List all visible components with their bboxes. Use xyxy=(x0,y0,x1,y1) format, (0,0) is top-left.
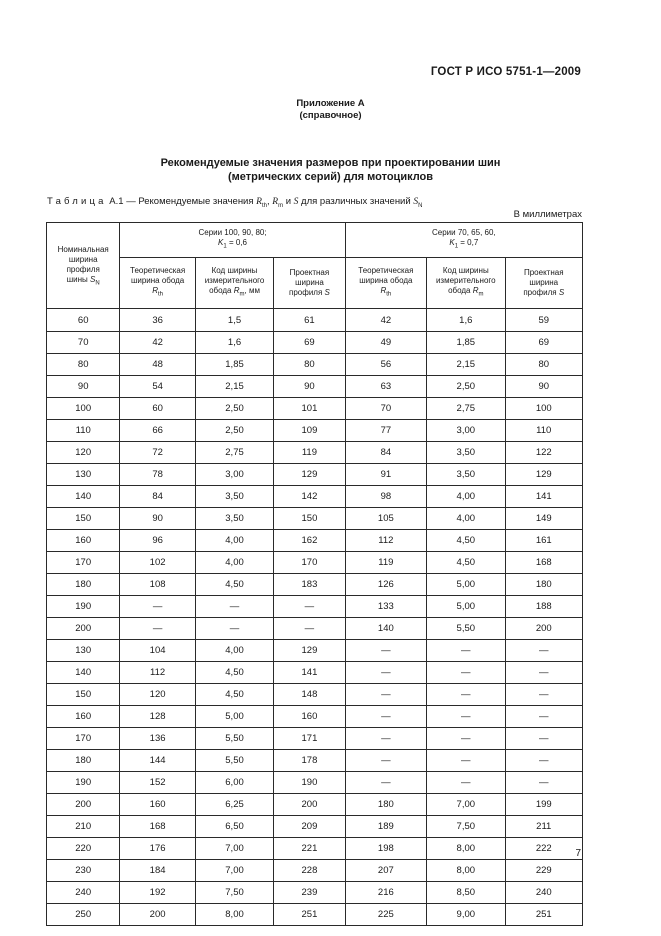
table-cell: 140 xyxy=(345,618,426,640)
table-cell: 190 xyxy=(47,596,120,618)
table-cell: 162 xyxy=(274,530,345,552)
table-cell: 7,00 xyxy=(195,860,273,882)
table-cell: 180 xyxy=(47,574,120,596)
table-cell: — xyxy=(427,706,505,728)
table-cell: 4,50 xyxy=(427,552,505,574)
table-cell: 207 xyxy=(345,860,426,882)
caption-text-start: — Рекомендуемые значения xyxy=(123,196,257,207)
header-rim-width-code-2: Код ширины измерительного обода $R_m$ xyxy=(427,258,505,309)
table-cell: 160 xyxy=(120,794,195,816)
table-cell: 183 xyxy=(274,574,345,596)
table-cell: 60 xyxy=(47,309,120,332)
table-cell: 129 xyxy=(505,464,583,486)
table-row xyxy=(47,354,583,376)
caption-number: А.1 xyxy=(109,196,124,207)
table-cell: 49 xyxy=(345,332,426,354)
table-cell: — xyxy=(505,750,583,772)
table-cell: 102 xyxy=(120,552,195,574)
header-group-series-70-65-60: Серии 70, 65, 60, $K_1 = 0,7$ xyxy=(345,223,582,258)
table-cell: — xyxy=(427,662,505,684)
table-cell: 120 xyxy=(47,442,120,464)
caption-prefix: Таблица xyxy=(47,196,107,207)
table-cell: 210 xyxy=(47,816,120,838)
table-cell: 56 xyxy=(345,354,426,376)
table-cell: 170 xyxy=(274,552,345,574)
table-cell: 120 xyxy=(120,684,195,706)
table-cell: 128 xyxy=(120,706,195,728)
table-row xyxy=(47,530,583,552)
table-cell: 216 xyxy=(345,882,426,904)
heading-line-2: (метрических серий) для мотоциклов xyxy=(227,171,434,183)
table-cell: 199 xyxy=(505,794,583,816)
table-cell: 141 xyxy=(505,486,583,508)
table-cell: 142 xyxy=(274,486,345,508)
table-cell: 60 xyxy=(120,398,195,420)
header-group-series-100-90-80: Серии 100, 90, 80; $K_1 = 0,6$ xyxy=(120,223,345,258)
table-cell: 1,85 xyxy=(195,354,273,376)
table-cell: 230 xyxy=(47,860,120,882)
table-cell: 3,50 xyxy=(195,508,273,530)
table-cell: 209 xyxy=(274,816,345,838)
table-cell: 119 xyxy=(274,442,345,464)
table-row xyxy=(47,772,583,794)
table-cell: — xyxy=(505,640,583,662)
table-cell: 176 xyxy=(120,838,195,860)
table-cell: — xyxy=(345,728,426,750)
table-cell: — xyxy=(345,662,426,684)
table-cell: — xyxy=(274,618,345,640)
table-cell: 105 xyxy=(345,508,426,530)
table-cell: 5,50 xyxy=(195,750,273,772)
table-cell: 3,00 xyxy=(195,464,273,486)
table-cell: — xyxy=(345,684,426,706)
table-cell: 4,00 xyxy=(195,530,273,552)
table-cell: 160 xyxy=(47,706,120,728)
table-row xyxy=(47,684,583,706)
table-cell: 200 xyxy=(505,618,583,640)
caption-text-mid: и xyxy=(283,196,294,207)
table-cell: 178 xyxy=(274,750,345,772)
table-cell: — xyxy=(427,772,505,794)
table-cell: 1,5 xyxy=(195,309,273,332)
table-cell: 77 xyxy=(345,420,426,442)
table-cell: 228 xyxy=(274,860,345,882)
table-cell: 149 xyxy=(505,508,583,530)
table-row xyxy=(47,662,583,684)
header-theoretical-rim-width-1: Теоретическая ширина обода $R_{th}$ xyxy=(120,258,195,309)
table-cell: 84 xyxy=(120,486,195,508)
heading-line-1: Рекомендуемые значения размеров при проектировании шин xyxy=(160,157,501,169)
table-cell: 130 xyxy=(47,464,120,486)
table-cell: 3,50 xyxy=(195,486,273,508)
table-cell: 4,00 xyxy=(195,552,273,574)
table-cell: 160 xyxy=(47,530,120,552)
table-row xyxy=(47,750,583,772)
table-cell: — xyxy=(505,728,583,750)
header-rim-width-code-1: Код ширины измерительного обода $R_m$, мм xyxy=(195,258,273,309)
table-cell: 200 xyxy=(274,794,345,816)
header-design-section-width-1: Проектная ширина профиля S xyxy=(274,258,345,309)
annex-label xyxy=(0,98,661,122)
table-cell: — xyxy=(120,596,195,618)
table-cell: 1,6 xyxy=(427,309,505,332)
table-cell: 180 xyxy=(345,794,426,816)
table-cell: 2,75 xyxy=(195,442,273,464)
table-cell: 229 xyxy=(505,860,583,882)
table-cell: 220 xyxy=(47,838,120,860)
table-row xyxy=(47,860,583,882)
table-row xyxy=(47,706,583,728)
header-nominal-width: Номинальная ширина профиля шины $S_N$ xyxy=(47,223,120,309)
table-row xyxy=(47,618,583,640)
table-cell: 190 xyxy=(274,772,345,794)
table-cell: 122 xyxy=(505,442,583,464)
table-cell: 190 xyxy=(47,772,120,794)
table-cell: 150 xyxy=(47,684,120,706)
table-row xyxy=(47,552,583,574)
table-row xyxy=(47,464,583,486)
table-cell: 80 xyxy=(505,354,583,376)
table-cell: 200 xyxy=(120,904,195,926)
table-cell: 5,00 xyxy=(195,706,273,728)
table-cell: 189 xyxy=(345,816,426,838)
table-cell: 59 xyxy=(505,309,583,332)
table-cell: 9,00 xyxy=(427,904,505,926)
table-cell: — xyxy=(505,706,583,728)
table-cell: 66 xyxy=(120,420,195,442)
table-row xyxy=(47,508,583,530)
table-cell: 129 xyxy=(274,464,345,486)
table-cell: 8,00 xyxy=(195,904,273,926)
table-cell: 7,00 xyxy=(427,794,505,816)
table-cell: 129 xyxy=(274,640,345,662)
table-row xyxy=(47,882,583,904)
table-cell: 240 xyxy=(505,882,583,904)
table-row xyxy=(47,596,583,618)
table-cell: 1,6 xyxy=(195,332,273,354)
table-cell: — xyxy=(120,618,195,640)
table-cell: 54 xyxy=(120,376,195,398)
table-cell: 161 xyxy=(505,530,583,552)
table-cell: 1,85 xyxy=(427,332,505,354)
table-cell: 5,00 xyxy=(427,596,505,618)
table-cell: 91 xyxy=(345,464,426,486)
table-cell: — xyxy=(505,684,583,706)
table-cell: 80 xyxy=(47,354,120,376)
table-cell: 4,50 xyxy=(195,662,273,684)
table-cell: 4,00 xyxy=(195,640,273,662)
table-cell: 63 xyxy=(345,376,426,398)
caption-text-end: для различных значений xyxy=(298,196,414,207)
table-row xyxy=(47,486,583,508)
table-cell: 7,00 xyxy=(195,838,273,860)
table-cell: — xyxy=(427,640,505,662)
table-cell: 90 xyxy=(505,376,583,398)
table-row xyxy=(47,332,583,354)
table-cell: 200 xyxy=(47,794,120,816)
header-theoretical-rim-width-2: Теоретическая ширина обода $R_{th}$ xyxy=(345,258,426,309)
table-cell: — xyxy=(345,706,426,728)
table-cell: 225 xyxy=(345,904,426,926)
table-cell: — xyxy=(195,618,273,640)
table-cell: 140 xyxy=(47,486,120,508)
table-cell: 8,00 xyxy=(427,860,505,882)
table-cell: 5,50 xyxy=(195,728,273,750)
table-cell: 4,50 xyxy=(195,684,273,706)
table-row xyxy=(47,838,583,860)
table-cell: 6,25 xyxy=(195,794,273,816)
table-cell: 222 xyxy=(505,838,583,860)
table-cell: 7,50 xyxy=(195,882,273,904)
table-cell: 84 xyxy=(345,442,426,464)
table-cell: 109 xyxy=(274,420,345,442)
units-note: В миллиметрах xyxy=(513,209,582,220)
table-cell: — xyxy=(345,772,426,794)
table-row xyxy=(47,420,583,442)
table-cell: 221 xyxy=(274,838,345,860)
table-cell: 251 xyxy=(505,904,583,926)
table-cell: — xyxy=(427,684,505,706)
table-cell: 48 xyxy=(120,354,195,376)
table-cell: — xyxy=(427,750,505,772)
table-cell: 119 xyxy=(345,552,426,574)
table-cell: 101 xyxy=(274,398,345,420)
annex-note: (справочное) xyxy=(299,110,362,121)
table-cell: 69 xyxy=(274,332,345,354)
table-cell: — xyxy=(345,750,426,772)
table-cell: 211 xyxy=(505,816,583,838)
table-cell: 160 xyxy=(274,706,345,728)
standard-designation: ГОСТ Р ИСО 5751-1—2009 xyxy=(430,66,581,78)
table-cell: 61 xyxy=(274,309,345,332)
table-cell: 2,50 xyxy=(195,398,273,420)
table-cell: 104 xyxy=(120,640,195,662)
table-row xyxy=(47,904,583,926)
table-row xyxy=(47,442,583,464)
table-cell: 2,15 xyxy=(427,354,505,376)
table-cell: 168 xyxy=(120,816,195,838)
table-cell: 112 xyxy=(120,662,195,684)
table-cell: 184 xyxy=(120,860,195,882)
table-cell: 171 xyxy=(274,728,345,750)
table-cell: 141 xyxy=(274,662,345,684)
dimensions-table xyxy=(46,222,583,926)
table-cell: 112 xyxy=(345,530,426,552)
table-cell: 198 xyxy=(345,838,426,860)
table-cell: 200 xyxy=(47,618,120,640)
table-cell: 250 xyxy=(47,904,120,926)
table-cell: 3,50 xyxy=(427,464,505,486)
table-cell: 170 xyxy=(47,552,120,574)
table-cell: 140 xyxy=(47,662,120,684)
section-heading xyxy=(0,156,661,184)
table-row xyxy=(47,728,583,750)
table-cell: 2,50 xyxy=(195,420,273,442)
table-row xyxy=(47,376,583,398)
table-cell: 2,75 xyxy=(427,398,505,420)
table-cell: 4,00 xyxy=(427,508,505,530)
table-cell: 3,50 xyxy=(427,442,505,464)
table-caption: Таблица А.1 — Рекомендуемые значения $R_{th}$, $R_m$ и S для различных значений $S_N$ xyxy=(47,196,423,209)
table-cell: 100 xyxy=(47,398,120,420)
table-cell: 108 xyxy=(120,574,195,596)
table-cell: 6,50 xyxy=(195,816,273,838)
table-cell: 192 xyxy=(120,882,195,904)
table-cell: 80 xyxy=(274,354,345,376)
table-cell: 90 xyxy=(47,376,120,398)
table-cell: 70 xyxy=(47,332,120,354)
table-cell: 130 xyxy=(47,640,120,662)
table-cell: 4,00 xyxy=(427,486,505,508)
table-cell: 98 xyxy=(345,486,426,508)
table-cell: — xyxy=(195,596,273,618)
table-cell: 170 xyxy=(47,728,120,750)
table-cell: 150 xyxy=(47,508,120,530)
table-row xyxy=(47,398,583,420)
table-cell: 100 xyxy=(505,398,583,420)
table-row xyxy=(47,794,583,816)
table-cell: 188 xyxy=(505,596,583,618)
table-cell: 126 xyxy=(345,574,426,596)
table-cell: 152 xyxy=(120,772,195,794)
table-cell: — xyxy=(427,728,505,750)
table-cell: 5,50 xyxy=(427,618,505,640)
table-cell: — xyxy=(274,596,345,618)
table-cell: 8,50 xyxy=(427,882,505,904)
table-cell: 180 xyxy=(47,750,120,772)
table-cell: 133 xyxy=(345,596,426,618)
table-cell: 144 xyxy=(120,750,195,772)
table-cell: 136 xyxy=(120,728,195,750)
table-cell: 150 xyxy=(274,508,345,530)
table-cell: 148 xyxy=(274,684,345,706)
table-cell: 36 xyxy=(120,309,195,332)
table-row xyxy=(47,309,583,332)
table-cell: 7,50 xyxy=(427,816,505,838)
table-cell: 96 xyxy=(120,530,195,552)
table-cell: 2,50 xyxy=(427,376,505,398)
table-cell: 90 xyxy=(120,508,195,530)
table-cell: 78 xyxy=(120,464,195,486)
table-cell: 251 xyxy=(274,904,345,926)
table-cell: 3,00 xyxy=(427,420,505,442)
header-design-section-width-2: Проектная ширина профиля S xyxy=(505,258,583,309)
table-cell: 90 xyxy=(274,376,345,398)
table-cell: — xyxy=(345,640,426,662)
table-cell: 72 xyxy=(120,442,195,464)
annex-title: Приложение А xyxy=(296,98,365,109)
table-cell: 239 xyxy=(274,882,345,904)
table-cell: 6,00 xyxy=(195,772,273,794)
table-cell: 5,00 xyxy=(427,574,505,596)
table-cell: 4,50 xyxy=(195,574,273,596)
table-row xyxy=(47,574,583,596)
table-cell: 180 xyxy=(505,574,583,596)
table-row xyxy=(47,816,583,838)
table-cell: 110 xyxy=(505,420,583,442)
table-cell: 42 xyxy=(345,309,426,332)
table-cell: 42 xyxy=(120,332,195,354)
table-row xyxy=(47,640,583,662)
table-cell: 70 xyxy=(345,398,426,420)
table-cell: 2,15 xyxy=(195,376,273,398)
table-cell: 110 xyxy=(47,420,120,442)
table-cell: — xyxy=(505,772,583,794)
table-cell: — xyxy=(505,662,583,684)
caption-symbol-s: S xyxy=(293,197,299,207)
table-cell: 168 xyxy=(505,552,583,574)
page-number: 7 xyxy=(575,848,581,859)
table-cell: 240 xyxy=(47,882,120,904)
table-cell: 8,00 xyxy=(427,838,505,860)
table-cell: 69 xyxy=(505,332,583,354)
table-cell: 4,50 xyxy=(427,530,505,552)
